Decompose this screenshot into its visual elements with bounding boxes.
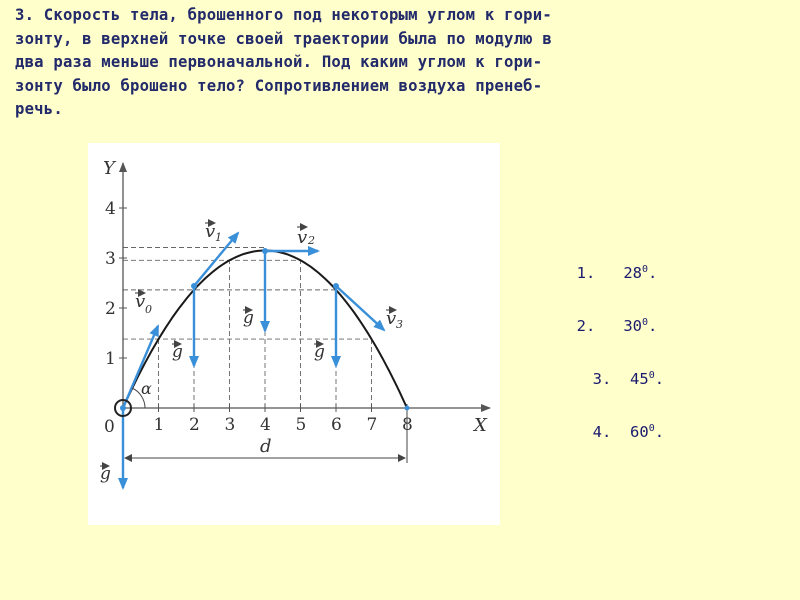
svg-text:g: g <box>314 342 325 362</box>
problem-text <box>15 4 790 122</box>
x-tick-label: 5 <box>295 415 307 435</box>
x-tick-label: 4 <box>260 415 271 435</box>
x-tick-label: 8 <box>402 415 413 435</box>
x-tick-label: 2 <box>189 415 200 435</box>
v0-label <box>135 291 152 316</box>
answer-option-2[interactable]: 2. $30^0$. <box>576 317 658 335</box>
trajectory-figure <box>88 143 500 525</box>
problem-line: зонту было брошено тело? Сопротивлением воздуха пренеб- <box>15 76 543 95</box>
point-1 <box>191 283 197 289</box>
y-axis-label: Y <box>103 158 115 179</box>
svg-text:g: g <box>243 308 254 328</box>
v3-label <box>386 308 403 331</box>
ball-center <box>120 405 126 411</box>
svg-text:v: v <box>135 291 146 312</box>
svg-text:g: g <box>172 342 183 362</box>
x-tick-label: 1 <box>153 415 165 435</box>
v1-label <box>205 221 222 244</box>
y-tick-label: 4 <box>105 199 116 219</box>
svg-text:1: 1 <box>215 231 222 244</box>
answer-option-4[interactable]: 4. $60^0$. <box>592 423 665 441</box>
svg-text:g: g <box>100 464 111 484</box>
g-label-1 <box>172 342 183 362</box>
y-tick-label: 1 <box>105 349 116 369</box>
tick-labels <box>105 199 413 435</box>
v3-vector <box>336 286 384 330</box>
svg-text:3: 3 <box>396 318 403 331</box>
answer-option-3[interactable]: 3. $45^0$. <box>592 370 665 388</box>
x-tick-label: 3 <box>224 415 236 435</box>
svg-text:0: 0 <box>145 303 152 316</box>
svg-text:v: v <box>297 227 308 248</box>
problem-line: речь. <box>15 100 63 118</box>
point-2 <box>262 248 268 254</box>
y-tick-label: 3 <box>105 249 116 269</box>
svg-text:2: 2 <box>308 234 315 247</box>
y-tick-label: 2 <box>105 299 116 319</box>
origin-label: 0 <box>104 417 115 437</box>
svg-text:v: v <box>205 221 216 242</box>
vectors <box>123 233 384 488</box>
angle-label: α <box>141 379 152 398</box>
answer-option-1[interactable]: 1. $28^0$. <box>576 264 658 282</box>
x-tick-label: 7 <box>366 415 378 435</box>
trajectory-points <box>191 248 410 411</box>
distance-label: d <box>260 436 272 457</box>
v2-label <box>297 227 315 248</box>
g-label-2 <box>243 308 254 328</box>
problem-line: два раза меньше первоначальной. Под каким углом к гори- <box>15 53 543 71</box>
point-4 <box>405 406 410 411</box>
g-label-3 <box>314 342 325 362</box>
point-3 <box>333 283 339 289</box>
x-tick-label: 6 <box>331 415 342 435</box>
problem-line: 3. Скорость тела, брошенного под некоторым углом к гори- <box>15 6 552 24</box>
trajectory-diagram <box>88 143 500 525</box>
g-label-0 <box>100 464 111 484</box>
problem-line: зонту, в верхней точке своей траектории была по модулю в <box>15 29 552 48</box>
svg-text:v: v <box>386 308 397 329</box>
x-axis-label: X <box>474 415 487 436</box>
